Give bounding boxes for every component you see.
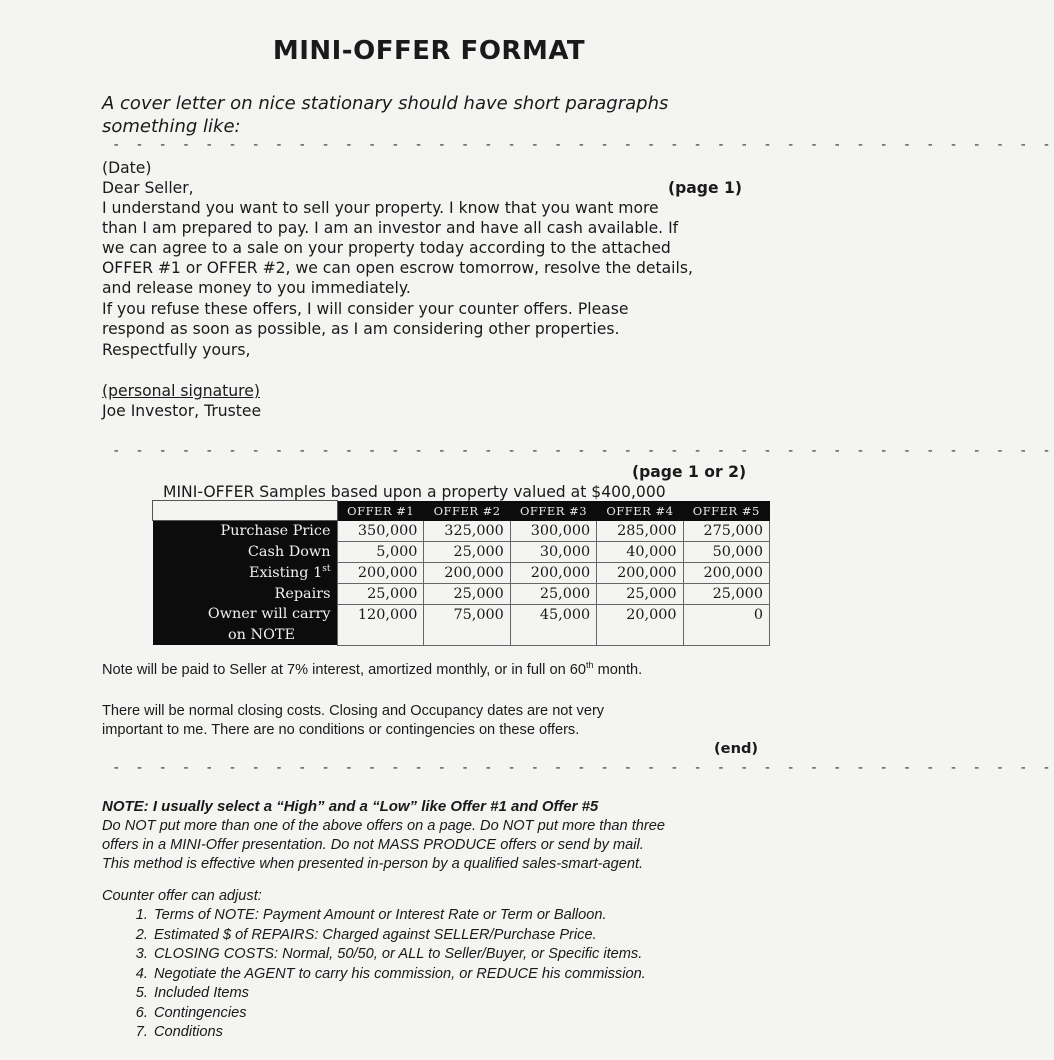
table-cell: 200,000 [510,562,596,583]
page-1-label: (page 1) [668,179,742,197]
table-corner [153,501,338,521]
letter-line: I understand you want to sell your property. I know that you want more [102,199,659,217]
offer-header: OFFER #1 [337,501,424,521]
signer-name: Joe Investor, Trustee [102,402,262,420]
offer-header: OFFER #2 [424,501,510,521]
table-cell: 200,000 [337,562,424,583]
mini-offer-caption: MINI-OFFER Samples based upon a property valued at $400,000 [163,483,666,501]
table-cell-empty [424,625,510,646]
page-title: MINI-OFFER FORMAT [272,36,586,66]
table-cell: 25,000 [424,541,510,562]
letter-line: OFFER #1 or OFFER #2, we can open escrow tomorrow, resolve the details, [102,259,693,277]
row-label: Cash Down [153,541,338,562]
table-cell: 350,000 [337,521,424,542]
table-cell: 25,000 [337,583,424,604]
letter-line: we can agree to a sale on your property today according to the attached [102,239,671,257]
table-row [153,541,770,562]
table-cell: 25,000 [510,583,596,604]
counter-offer-list [102,906,646,1043]
table-cell: 30,000 [510,541,596,562]
note-terms-sup: th [586,660,594,671]
list-item: 2. Estimated $ of REPAIRS: Charged against SELLER/Purchase Price. [152,926,646,946]
table-cell: 200,000 [597,562,683,583]
table-cell: 200,000 [424,562,510,583]
table-cell: 120,000 [337,604,424,625]
letter-line: than I am prepared to pay. I am an investor and have all cash available. If [102,219,679,237]
letter-line: If you refuse these offers, I will consider your counter offers. Please [102,300,629,318]
table-row [153,583,770,604]
row-label-continued: on NOTE [153,625,338,646]
table-cell-empty [683,625,769,646]
offer-header: OFFER #5 [683,501,769,521]
list-item: 6. Contingencies [152,1004,646,1024]
letter-closing: Respectfully yours, [102,341,251,359]
counter-heading: Counter offer can adjust: [102,888,262,904]
row-label: Owner will carry [153,604,338,625]
page-1-or-2-label: (page 1 or 2) [632,463,747,481]
note-line: This method is effective when presented in-person by a qualified sales-smart-agent. [102,856,644,872]
table-header-row [153,501,770,521]
table-row [153,521,770,542]
table-cell: 25,000 [597,583,683,604]
row-label-sup: st [322,563,331,574]
closing-costs-line: There will be normal closing costs. Closing and Occupancy dates are not very [102,703,605,719]
table-cell: 40,000 [597,541,683,562]
signature-placeholder: (personal signature) [102,382,260,400]
table-cell: 275,000 [683,521,769,542]
table-cell: 25,000 [683,583,769,604]
offer-header: OFFER #4 [597,501,683,521]
list-item: 3. CLOSING COSTS: Normal, 50/50, or ALL to Seller/Buyer, or Specific items. [152,945,646,965]
list-item: 4. Negotiate the AGENT to carry his commission, or REDUCE his commission. [152,965,646,985]
note-heading: NOTE: I usually select a “High” and a “Low” like Offer #1 and Offer #5 [102,798,599,815]
table-cell: 50,000 [683,541,769,562]
separator-3: - - - - - - - - - - - - - - - - - - - - - - - - - - - - - - - - - - - - - - - - - [112,760,1054,776]
row-label-main: Existing 1 [249,564,323,581]
intro-text: A cover letter on nice stationary should have short paragraphs something like: [102,93,669,137]
list-item: 5. Included Items [152,984,646,1004]
row-label: Repairs [153,583,338,604]
list-item: 1. Terms of NOTE: Payment Amount or Interest Rate or Term or Balloon. [152,906,646,926]
note-line: Do NOT put more than one of the above offers on a page. Do NOT put more than three [102,818,665,834]
row-label [153,562,338,583]
note-terms-end: month. [593,662,643,678]
end-label: (end) [714,740,759,757]
letter-line: respond as soon as possible, as I am considering other properties. [102,320,620,338]
separator-2: - - - - - - - - - - - - - - - - - - - - - - - - - - - - - - - - - - - - - - - - - [112,443,1054,459]
table-cell: 0 [683,604,769,625]
note-terms-line [102,660,642,680]
table-cell-empty [510,625,596,646]
table-row [153,562,770,583]
table-cell: 325,000 [424,521,510,542]
offer-header: OFFER #3 [510,501,596,521]
letter-date: (Date) [102,159,152,177]
list-item: 7. Conditions [152,1023,646,1043]
table-cell: 300,000 [510,521,596,542]
table-cell-empty [337,625,424,646]
row-label: Purchase Price [153,521,338,542]
letter-line: and release money to you immediately. [102,279,411,297]
mini-offer-table [152,500,770,646]
closing-costs-line: important to me. There are no conditions or contingencies on these offers. [102,722,580,738]
separator-1: - - - - - - - - - - - - - - - - - - - - - - - - - - - - - - - - - - - - - - - - - [112,137,1054,153]
table-cell: 45,000 [510,604,596,625]
table-row [153,604,770,625]
letter-greeting: Dear Seller, [102,179,194,197]
table-cell-empty [597,625,683,646]
table-cell: 75,000 [424,604,510,625]
note-terms-text: Note will be paid to Seller at 7% interest, amortized monthly, or in full on 60 [102,662,586,678]
table-cell: 20,000 [597,604,683,625]
note-line: offers in a MINI-Offer presentation. Do not MASS PRODUCE offers or send by mail. [102,837,644,853]
table-cell: 5,000 [337,541,424,562]
table-cell: 25,000 [424,583,510,604]
table-row [153,625,770,646]
table-cell: 285,000 [597,521,683,542]
table-cell: 200,000 [683,562,769,583]
